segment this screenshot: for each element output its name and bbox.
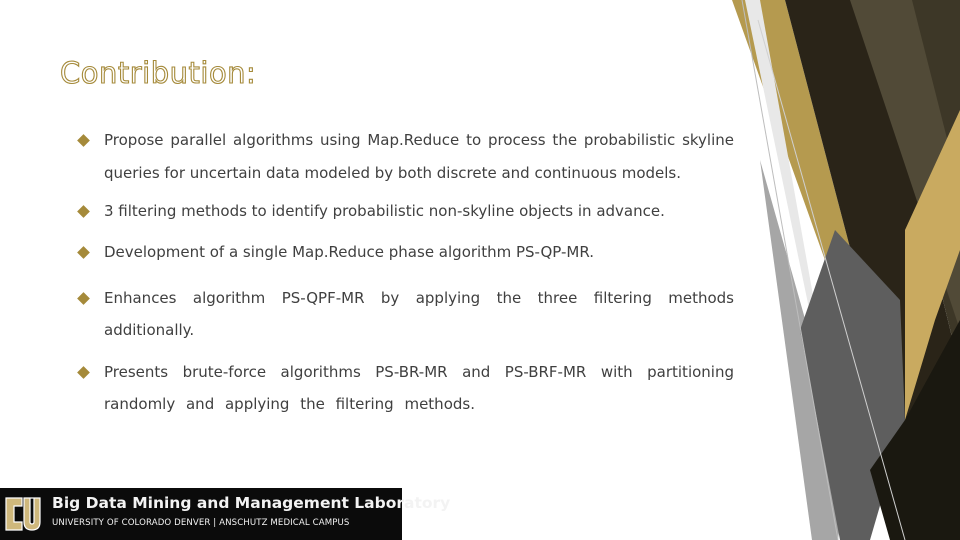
bullet-text: 3 filtering methods to identify probabilistic non-skyline objects in advance. <box>104 202 665 220</box>
bullet-item <box>78 282 734 346</box>
lab-logo-banner <box>0 488 451 540</box>
slide-title: Contribution: <box>60 56 257 90</box>
bullet-text: Presents brute-force algorithms PS-BR-MR and PS-BRF-MR with partitioning randomly and applying the filtering methods. <box>104 363 734 413</box>
bullet-item <box>78 356 734 420</box>
diamond-icon <box>77 205 90 218</box>
cu-logo-icon <box>2 492 44 536</box>
diamond-icon <box>77 366 90 379</box>
university-name: UNIVERSITY OF COLORADO DENVER | ANSCHUTZ MEDICAL CAMPUS <box>52 518 350 528</box>
bullet-text: Enhances algorithm PS-QPF-MR by applying the three filtering methods additionally. <box>104 289 734 339</box>
diamond-icon <box>77 292 90 305</box>
bullet-item <box>78 124 734 190</box>
bullet-item <box>78 199 734 223</box>
bullet-text: Development of a single Map.Reduce phase algorithm PS-QP-MR. <box>104 243 595 261</box>
bullet-list <box>78 124 734 420</box>
diamond-icon <box>77 134 90 147</box>
bullet-item <box>78 240 734 264</box>
lab-name: Big Data Mining and Management Laboratory <box>52 494 451 512</box>
bullet-text: Propose parallel algorithms using Map.Reduce to process the probabilistic skyline queries for uncertain data modeled by both discrete and continuous models. <box>104 131 734 182</box>
diamond-icon <box>77 246 90 259</box>
